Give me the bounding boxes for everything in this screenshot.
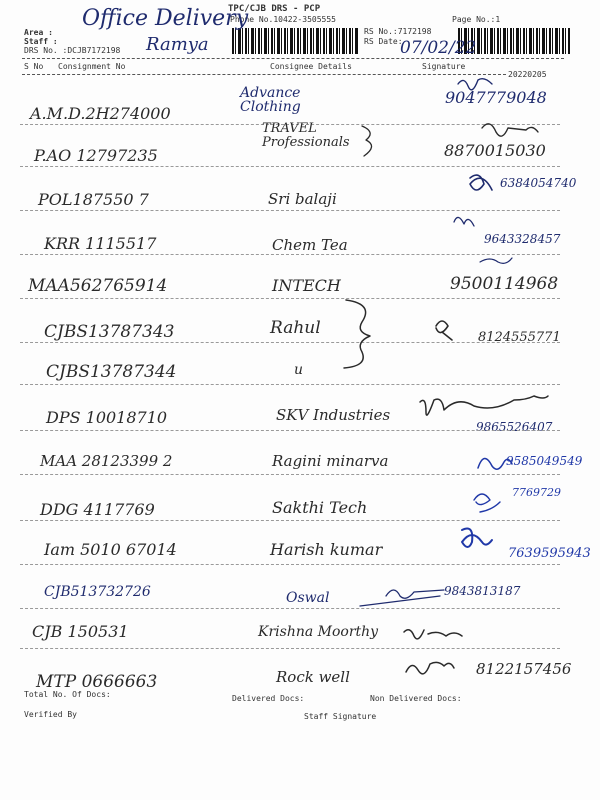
row-3-consignee: Sri balaji	[268, 190, 337, 208]
rs-number: RS No.:7172198	[364, 27, 432, 36]
signature-row-6	[436, 321, 452, 340]
row-10-signature-number: 7769729	[512, 486, 561, 499]
batch-code: 20220205	[508, 70, 547, 79]
column-sno: S No	[24, 62, 44, 71]
row-14-signature-number: 8122157456	[476, 660, 572, 678]
row-4-signature-number: 9643328457	[484, 232, 561, 246]
row-3-signature-number: 6384054740	[500, 176, 577, 190]
row-14-consignee: Rock well	[276, 668, 350, 686]
column-consignee: Consignee Details	[270, 62, 352, 71]
row-8-consignment: DPS 10018710	[46, 408, 168, 427]
delivered-docs-label: Delivered Docs:	[232, 694, 305, 703]
signature-row-9	[478, 458, 512, 469]
non-delivered-docs-label: Non Delivered Docs:	[370, 694, 462, 703]
signature-row-3	[470, 175, 492, 190]
page-number: Page No.:1	[452, 15, 501, 24]
handwritten-date: 07/02/22	[400, 38, 477, 58]
row-11-signature-number: 7639595943	[508, 546, 591, 561]
row-12-consignee: Oswal	[286, 590, 330, 606]
row-6-consignee: Rahul	[270, 318, 321, 338]
row-11-consignee: Harish kumar	[270, 540, 383, 559]
row-10-consignee: Sakthi Tech	[272, 498, 368, 517]
signature-row-14	[406, 662, 454, 673]
signature-row-5	[480, 258, 512, 263]
bracket-large	[344, 300, 370, 368]
rs-date-label: RS Date:	[364, 37, 403, 46]
row-6-signature-number: 8124555771	[478, 330, 561, 345]
verified-by-label: Verified By	[24, 710, 77, 719]
row-7-consignee: u	[294, 362, 304, 378]
handwritten-area: Office Delivery	[82, 6, 249, 31]
row-1-consignee: Advance Clothing	[240, 85, 301, 115]
signature-row-13	[404, 630, 462, 639]
phone-number: Phone No.10422-3505555	[230, 15, 336, 24]
row-12-signature-number: 9843813187	[444, 584, 521, 598]
row-9-consignment: MAA 28123399 2	[40, 452, 173, 470]
row-11-consignment: Iam 5010 67014	[44, 540, 177, 559]
total-docs-label: Total No. Of Docs:	[24, 690, 111, 699]
row-13-consignment: CJB 150531	[32, 622, 129, 641]
signature-row-2	[482, 124, 538, 136]
row-5-consignee: INTECH	[272, 276, 341, 295]
column-signature: Signature	[422, 62, 466, 71]
signature-row-1	[458, 79, 492, 90]
row-3-consignment: POL187550 7	[38, 190, 149, 209]
row-8-signature-number: 9865526407	[476, 420, 553, 434]
document-title: TPC/CJB DRS - PCP	[228, 4, 321, 14]
row-1-signature-number: 9047779048	[445, 88, 547, 107]
row-12-consignment: CJB513732726	[44, 584, 151, 600]
staff-label: Staff :	[24, 37, 58, 46]
row-9-signature-number: 9585049549	[506, 454, 583, 468]
drs-number: DRS No. :DCJB7172198	[24, 46, 121, 55]
signature-row-4	[454, 217, 474, 226]
row-2-consignment: P.AO 12797235	[34, 146, 158, 165]
row-2-consignee: TRAVEL Professionals	[262, 121, 350, 150]
row-2-signature-number: 8870015030	[444, 141, 546, 160]
signature-row-10	[474, 494, 500, 512]
row-1-consignment: A.M.D.2H274000	[30, 104, 171, 123]
row-5-signature-number: 9500114968	[450, 274, 559, 294]
row-10-consignment: DDG 4117769	[40, 500, 155, 519]
area-label: Area :	[24, 28, 53, 37]
column-consignment: Consignment No	[58, 62, 126, 71]
row-7-consignment: CJBS13787344	[46, 362, 177, 382]
row-5-consignment: MAA562765914	[28, 276, 168, 296]
signature-row-12	[360, 590, 444, 606]
row-4-consignee: Chem Tea	[272, 236, 348, 254]
row-6-consignment: CJBS13787343	[44, 322, 175, 342]
row-4-consignment: KRR 1115517	[44, 234, 157, 253]
row-9-consignee: Ragini minarva	[272, 452, 389, 470]
staff-signature-label: Staff Signature	[304, 712, 377, 721]
row-8-consignee: SKV Industries	[276, 406, 391, 424]
bracket-mark	[362, 126, 372, 156]
signature-row-11	[462, 529, 492, 548]
signature-row-8	[420, 396, 548, 415]
handwritten-staff: Ramya	[146, 34, 209, 55]
row-13-consignee: Krishna Moorthy	[258, 624, 379, 640]
row-14-consignment: MTP 0666663	[36, 672, 158, 692]
